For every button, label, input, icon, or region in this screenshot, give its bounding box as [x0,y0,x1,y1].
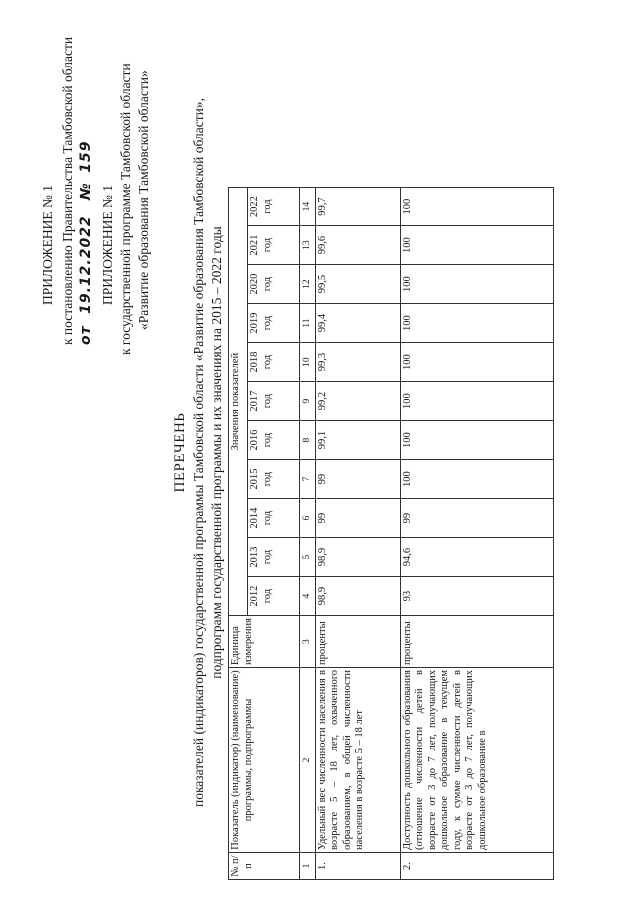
value-cell: 100 [400,265,553,304]
value-cell: 99,3 [315,343,400,382]
year-cell: 2014 год [248,499,300,538]
col-number: 3 [300,616,316,668]
decree-date: 19.12.2022 [78,215,94,314]
year-cell: 2020 год [248,265,300,304]
value-cell: 100 [400,343,553,382]
appendix2-title: ПРИЛОЖЕНИЕ № 1 [100,184,115,305]
appendix2-line2: «Развитие образования Тамбовской области» [136,70,151,330]
indicators-table [228,187,554,880]
appendix1-date-line [78,140,94,345]
year-cell: 2019 год [248,304,300,343]
value-cell: 99,4 [315,304,400,343]
value-cell: 100 [400,382,553,421]
header-num: № п/п [229,853,300,880]
date-prefix: от [78,325,94,345]
year-cell: 2017 год [248,382,300,421]
value-cell: 98,9 [315,577,400,616]
value-cell: 98,9 [315,538,400,577]
col-number: 11 [300,304,316,343]
col-number: 14 [300,188,316,226]
table-row [315,188,400,880]
year-cell: 2018 год [248,343,300,382]
value-cell: 100 [400,226,553,265]
value-cell: 100 [400,188,553,226]
appendix1-title: ПРИЛОЖЕНИЕ № 1 [40,184,55,305]
header-values: Значения показателей [229,188,248,616]
row-number: 1. [315,853,400,880]
year-cell: 2016 год [248,421,300,460]
col-number: 4 [300,577,316,616]
value-cell: 99 [315,460,400,499]
year-cell: 2015 год [248,460,300,499]
value-cell: 100 [400,460,553,499]
value-cell: 99 [315,499,400,538]
value-cell: 99,2 [315,382,400,421]
value-cell: 99,1 [315,421,400,460]
table-header-row [229,188,248,880]
header-unit: Единица измерения [229,616,300,668]
col-number: 5 [300,538,316,577]
indicator-name: Удельный вес численности населения в возрасте 5 – 18 лет, охваченного образованием, в общей численности населения в возрасте 5 – 18 лет [315,668,400,853]
year-cell: 2021 год [248,226,300,265]
value-cell: 94,6 [400,538,553,577]
unit-cell: проценты [400,616,553,668]
value-cell: 100 [400,421,553,460]
appendix1-decree: к постановлению Правительства Тамбовской области [60,36,75,345]
value-cell: 99 [400,499,553,538]
col-number: 13 [300,226,316,265]
number-prefix: № [78,182,94,200]
value-cell: 99,5 [315,265,400,304]
col-number: 1 [300,853,316,880]
year-cell: 2012 год [248,577,300,616]
column-numbers-row [300,188,316,880]
value-cell: 99,6 [315,226,400,265]
col-number: 6 [300,499,316,538]
value-cell: 99,7 [315,188,400,226]
col-number: 12 [300,265,316,304]
col-number: 9 [300,382,316,421]
col-number: 10 [300,343,316,382]
appendix2-line1: к государственной программе Тамбовской области [118,63,133,355]
row-number: 2. [400,853,553,880]
year-cell: 2013 год [248,538,300,577]
value-cell: 93 [400,577,553,616]
col-number: 2 [300,668,316,853]
year-cell: 2022 год [248,188,300,226]
indicator-name: Доступность дошкольного образования (отношение численности детей в возрасте от 3 до 7 лет, получающих дошкольное образование в текущем году, к сумме численности детей в возрасте от 3 до 7 лет, получающих дошкольное образование в [400,668,553,853]
value-cell: 100 [400,304,553,343]
document-subtitle-line1: показателей (индикаторов) государственной программы Тамбовской области «Развитие образования Тамбовской области», [191,97,206,808]
col-number: 8 [300,421,316,460]
col-number: 7 [300,460,316,499]
table-row [400,188,553,880]
document-title: ПЕРЕЧЕНЬ [172,412,188,493]
header-indicator: Показатель (индикатор) (наименование) программы, подпрограммы [229,668,300,853]
decree-number: 159 [78,140,94,173]
document-subtitle-line2: подпрограмм государственной программы и их значениях на 2015 – 2022 годы [209,226,224,679]
unit-cell: проценты [315,616,400,668]
